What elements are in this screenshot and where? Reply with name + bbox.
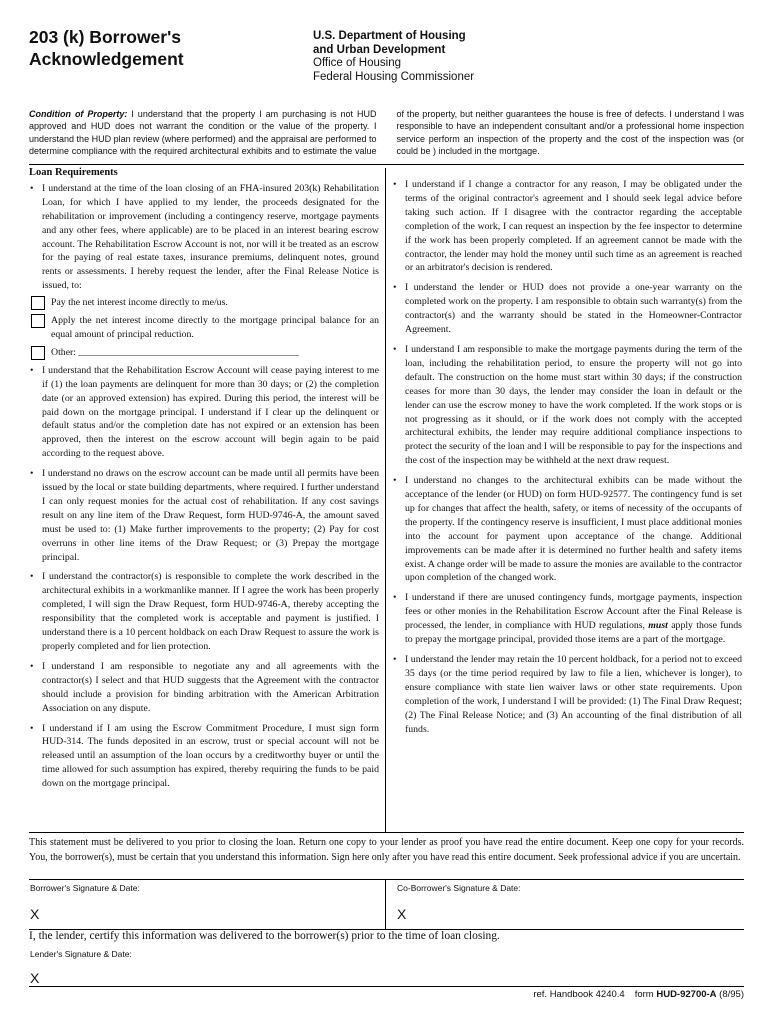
option-other [29, 346, 379, 360]
option-pay-interest [29, 296, 379, 310]
form-footer [480, 989, 744, 1000]
list-item: • I understand the contractor(s) is responsible to complete the work described in the architectural exhibits in a workmanlike manner. If I agree the work has been properly completed, I will sign the Draw Request, form HUD-9746-A, thereby accepting the responsibility that the completed work is acceptable and payment is justified. I understand there is a 10 percent holdback on each Draw Request to assure the work is properly completed and for lien protection. [29, 570, 379, 653]
emphasis-must: must [648, 620, 668, 632]
form-word: form [634, 989, 654, 1000]
list-item: • I understand that the Rehabilitation Escrow Account will cease paying interest to me if (1) the loan payments are delinquent for more than 30 days; or (2) the completion date (or an approved extension) has expired. During this period, the interest will be paid down on the mortgage principal. I understand if I clear up the delinquent or default status and/or the completion date has not expired or an extension has been approved, then the interest on the escrow account will begin again to be paid according to the request above. [29, 364, 379, 461]
list-item [392, 591, 742, 647]
option-label: Pay the net interest income directly to me/us. [51, 297, 228, 309]
list-item: • I understand the lender or HUD does not provide a one-year warranty on the completed work on the property. I am responsible to obtain such warranty(s) from the contractor(s) and the warranty should be stated in the Homeowner-Contractor Agreement. [392, 281, 742, 337]
loan-requirements-heading: Loan Requirements [29, 167, 118, 178]
borrower-signature-label: Borrower's Signature & Date: [30, 883, 140, 893]
divider [29, 986, 744, 987]
item-text: apply those funds to prepay the mortgage principal, provided those items are a part of the mortgage. [405, 620, 742, 646]
list-item: • I understand if I am using the Escrow Commitment Procedure, I must sign form HUD-314. The funds deposited in an escrow, trust or special account will not be released until an assumption of the loan occurs by a creditworthy buyer or until the time allowed for such assumption has expired, thereby requiring the funds to be paid down on the mortgage principal. [29, 722, 379, 792]
list-item: • I understand I am responsible to negotiate any and all agreements with the contractor(s) I select and that HUD suggests that the Agreement with the contractor should include a provision for binding arbitration with the American Arbitration Association on any dispute. [29, 660, 379, 716]
loan-requirements-left [29, 166, 379, 797]
borrower-signature-field[interactable]: X [30, 906, 40, 922]
page-title: 203 (k) Borrower's Acknowledgement [29, 27, 184, 69]
list-item: • I understand no changes to the architectural exhibits can be made without the acceptance of the lender (or HUD) on form HUD-92577. The contingency fund is set up for changes that affect the health, safety, or items of necessity of the occupants of the property. If the contingency reserve is insufficient, I must place additional monies into the account for payment upon acceptance of the change. Additional improvements can be made after it is determined no further health and safety items exist. A change order will be made to assure the monies are available to the contractor upon completion of the changed work. [392, 474, 742, 585]
other-checkbox[interactable] [31, 346, 45, 360]
delivery-statement: This statement must be delivered to you prior to closing the loan. Return one copy to your lender as proof you have read the entire document. Keep one copy for your records. You, the borrower(s), must be certain that you understand this information. Sign here only after you have read this entire document. Seek professional advice if you are uncertain. [29, 837, 744, 863]
commissioner-line: Federal Housing Commissioner [313, 70, 475, 83]
divider [29, 164, 744, 165]
handbook-ref: ref. Handbook 4240.4 [533, 989, 625, 1000]
dept-line-2: and Urban Development [313, 43, 446, 56]
lender-certification: I, the lender, certify this information was delivered to the borrower(s) prior to the time of loan closing. [29, 930, 500, 942]
coborrower-signature-field[interactable]: X [397, 906, 407, 922]
agency-block [313, 30, 613, 84]
list-item: • I understand I am responsible to make the mortgage payments during the term of the loan, including the rehabilitation period, to ensure the property will not go into default. The construction on the home must start within 30 days; if the construction ceases for more than 30 days, the lender may consider the loan in default or the lender can use the escrow money to have the work completed. If the work stops or is not progressing as it should, or if the work does not comply with the accepted architectural exhibits, the lender may require additional compliance inspections to protect the security of the loan and I will be responsible to pay for the inspections and the cost of the inspection may be withheld at the next draw request. [392, 343, 742, 468]
form-date: (8/95) [719, 989, 744, 1000]
loan-requirements-right [392, 178, 742, 742]
form-number: HUD-92700-A [656, 989, 717, 1000]
office-line: Office of Housing [313, 57, 402, 69]
divider [29, 832, 744, 833]
pay-interest-checkbox[interactable] [31, 296, 45, 310]
column-divider [385, 168, 386, 832]
condition-label: Condition of Property: [29, 109, 128, 119]
list-item: • I understand at the time of the loan closing of an FHA-insured 203(k) Rehabilitation Loan, for which I have applied to my lender, the proceeds designated for the rehabilitation or improvement (including a contingency reserve, mortgage payments and any other fees, where applicable) are to be placed in an interest bearing escrow account. The Rehabilitation Escrow Account is not, nor will it be treated as an escrow for the paying of real estate taxes, insurance premiums, delinquent notes, ground rents or assessments. I hereby request the lender, after the Final Release Notice is issued, to: [29, 182, 379, 293]
item-text: I understand if there are unused contingency funds, mortgage payments, inspection fees or other monies in the Rehabilitation Escrow Account after the Final Release is processed, the lender, in compliance with HUD regulations, [405, 592, 742, 632]
list-item: • I understand if I change a contractor for any reason, I may be obligated under the terms of the original contractor's agreement and I should seek legal advice before taking such action. If I disagree with the contractor regarding the acceptable completion of the work, I can request an inspection by the fee inspector to determine if the work has been properly completed. If an agreement cannot be made with the contractor, the lender may hold the money until such time as an agreement is reached or an arbitrator's decision is rendered. [392, 178, 742, 275]
divider [29, 879, 744, 880]
apply-principal-checkbox[interactable] [31, 314, 45, 328]
signature-divider [385, 879, 386, 929]
condition-text: I understand that the property I am purchasing is not HUD approved and HUD does not warrant the condition or the value of the property. I understand the HUD plan review (where performed) and the appraisal are performed to determine compliance with the required architectural exhibits and to estimate the value of the property, but neither guarantees the house is free of defects. I understand I was responsible to have an independent consultant and/or a professional home inspection service perform an inspection of the property and the cost of the inspection was (or could be ) included in the mortgage. [29, 109, 744, 157]
option-label: Apply the net interest income directly to the mortgage principal balance for an equal amount of principal reduction. [51, 315, 379, 340]
lender-signature-label: Lender's Signature & Date: [30, 949, 132, 959]
option-apply-principal [29, 314, 379, 342]
list-item: • I understand no draws on the escrow account can be made until all permits have been issued by the local or state building departments, where required. I further understand I can only request monies for the actual cost of rehabilitation. If any cost savings result on any line item of the Draw Request, form HUD-9746-A, the amount saved must be used to: (1) Make further improvements to the property; (2) Pay for cost overruns in other line items of the Draw Request; or (3) Prepay the mortgage principal. [29, 467, 379, 564]
condition-of-property [29, 108, 744, 158]
list-item: • I understand the lender may retain the 10 percent holdback, for a period not to exceed 35 days (or the time period required by law to file a lien, whichever is longer), to ensure compliance with state lien waiver laws or other state requirements. Upon completion of the work, I understand I will be provided: (1) The Final Draw Request; (2) The Final Release Notice; and (3) An accounting of the final distribution of all funds. [392, 653, 742, 736]
coborrower-signature-label: Co-Borrower's Signature & Date: [397, 883, 521, 893]
option-label[interactable]: Other: _____________________________________________ [51, 346, 299, 358]
dept-line-1: U.S. Department of Housing [313, 30, 466, 42]
lender-signature-field[interactable]: X [30, 970, 40, 986]
